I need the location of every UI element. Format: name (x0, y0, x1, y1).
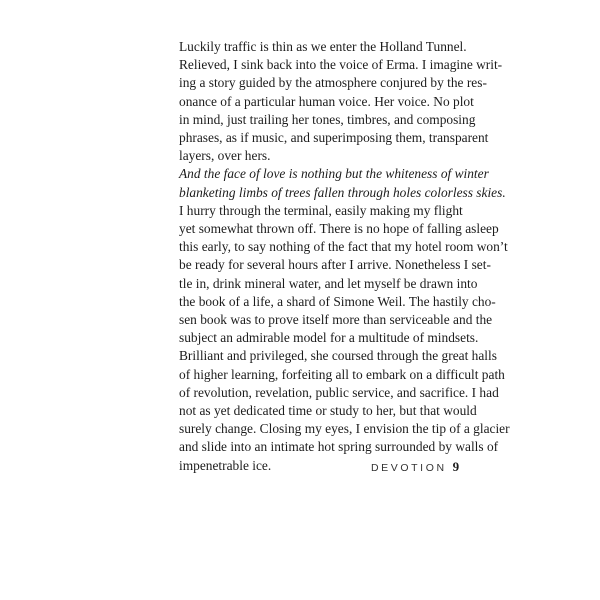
text-line: blanketing limbs of trees fallen through holes colorless skies. (179, 184, 506, 200)
italic-quote-paragraph (153, 165, 506, 201)
running-head: DEVOTION (371, 462, 447, 474)
body-paragraph (153, 38, 503, 165)
text-line: Relieved, I sink back into the voice of Erma. I imagine writ- (179, 57, 503, 73)
text-line: layers, over hers. (179, 148, 271, 164)
text-line: onance of a particular human voice. Her voice. No plot (179, 93, 474, 109)
text-line: subject an admirable model for a multitude of mindsets. (179, 330, 479, 346)
page-number: 9 (452, 459, 460, 474)
text-line: not as yet dedicated time or study to her, but that would (179, 403, 477, 419)
text-line: the book of a life, a shard of Simone Weil. The hastily cho- (179, 293, 496, 309)
text-line: tle in, drink mineral water, and let myself be drawn into (179, 275, 478, 291)
text-line: yet somewhat thrown off. There is no hope of falling asleep (179, 221, 499, 237)
text-line: be ready for several hours after I arrive. Nonetheless I set- (179, 257, 491, 273)
text-line: And the face of love is nothing but the whiteness of winter (179, 166, 489, 182)
text-line: and slide into an intimate hot spring surrounded by walls of (179, 439, 499, 455)
text-line: of higher learning, forfeiting all to embark on a difficult path (179, 366, 505, 382)
text-line: phrases, as if music, and superimposing them, transparent (179, 130, 489, 146)
text-line: of revolution, revelation, public service, and sacrifice. I had (179, 384, 499, 400)
text-line: impenetrable ice. (179, 457, 272, 473)
text-line: in mind, just trailing her tones, timbres, and composing (179, 111, 476, 127)
body-paragraph (153, 202, 510, 475)
text-line: Luckily traffic is thin as we enter the Holland Tunnel. (179, 39, 467, 54)
text-line: Brilliant and privileged, she coursed through the great halls (179, 348, 497, 364)
text-line: this early, to say nothing of the fact that my hotel room won’t (179, 239, 508, 255)
text-line: ing a story guided by the atmosphere conjured by the res- (179, 75, 487, 91)
text-line: I hurry through the terminal, easily making my flight (179, 202, 463, 218)
page-footer (371, 459, 459, 475)
body-text (153, 38, 510, 475)
text-line: sen book was to prove itself more than serviceable and the (179, 312, 493, 328)
text-line: surely change. Closing my eyes, I envision the tip of a glacier (179, 421, 510, 437)
